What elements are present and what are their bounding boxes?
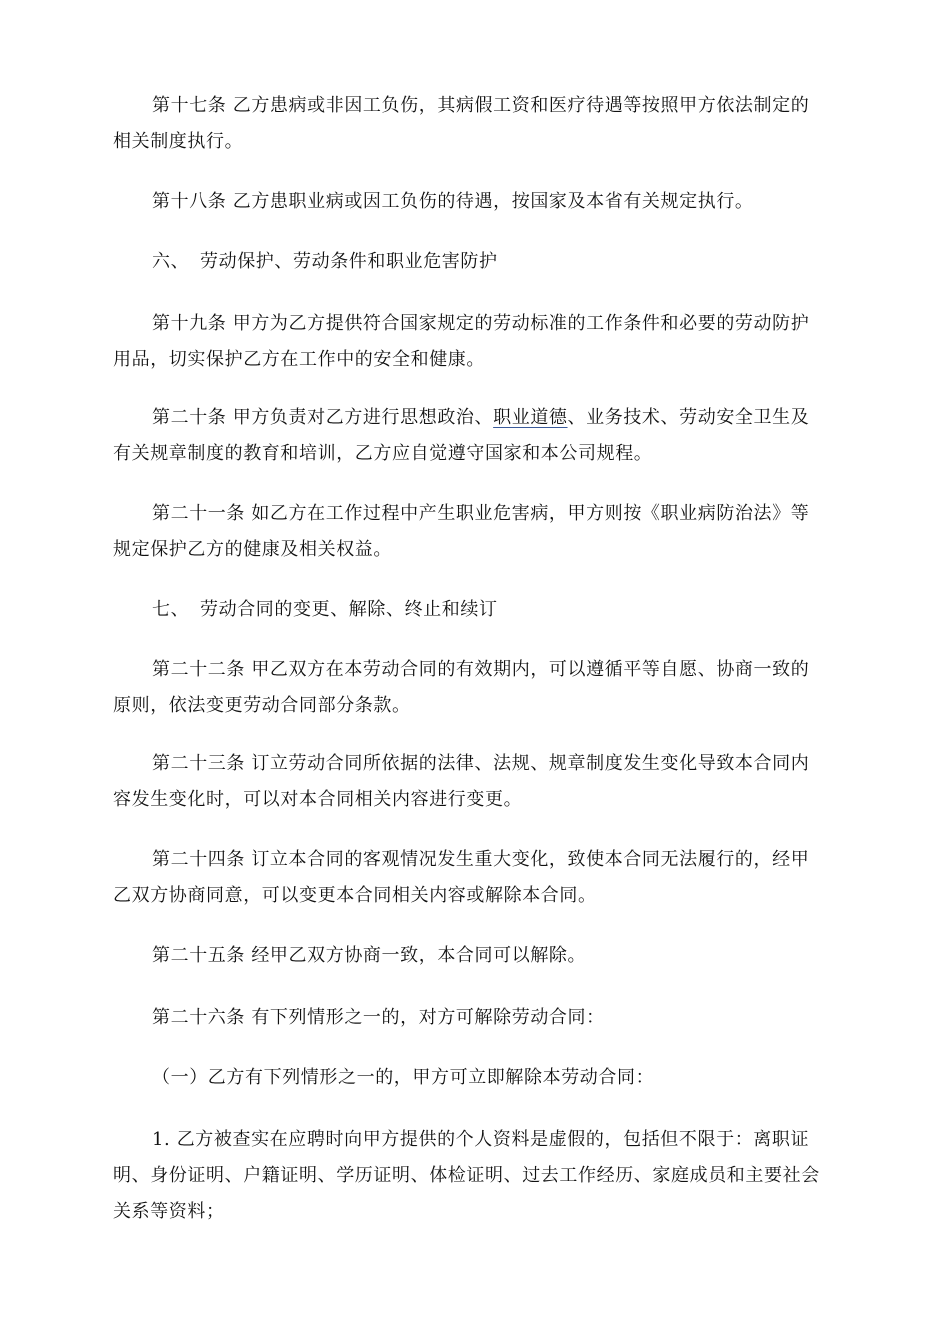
article-20-line-2: 有关规章制度的教育和培训，乙方应自觉遵守国家和本公司规程。 [113, 443, 653, 464]
article-24-line-2: 乙双方协商同意，可以变更本合同相关内容或解除本合同。 [113, 885, 597, 906]
item-1 [113, 1122, 837, 1230]
section-6-number: 六、 [152, 251, 190, 272]
article-21 [113, 496, 837, 568]
clause-1-line-1: （一）乙方有下列情形之一的，甲方可立即解除本劳动合同： [152, 1067, 655, 1088]
article-18-line-1: 第十八条 乙方患职业病或因工负伤的待遇，按国家及本省有关规定执行。 [152, 191, 754, 212]
article-24 [113, 842, 837, 914]
article-25-line-1: 第二十五条 经甲乙双方协商一致，本合同可以解除。 [152, 945, 587, 966]
article-22 [113, 652, 837, 724]
item-1-line-2: 明、身份证明、户籍证明、学历证明、体检证明、过去工作经历、家庭成员和主要社会 [113, 1165, 820, 1186]
item-1-line-3: 关系等资料； [113, 1201, 225, 1222]
article-26-line-1: 第二十六条 有下列情形之一的，对方可解除劳动合同： [152, 1007, 605, 1028]
article-17-line-2: 相关制度执行。 [113, 131, 244, 152]
article-25 [113, 938, 837, 974]
article-21-line-1: 第二十一条 如乙方在工作过程中产生职业危害病，甲方则按《职业病防治法》等 [152, 503, 810, 524]
article-23-line-2: 容发生变化时，可以对本合同相关内容进行变更。 [113, 789, 523, 810]
section-7-title: 劳动合同的变更、解除、终止和续订 [200, 599, 498, 620]
article-23 [113, 746, 837, 818]
article-17 [113, 88, 837, 160]
article-22-line-1: 第二十二条 甲乙双方在本劳动合同的有效期内，可以遵循平等自愿、协商一致的 [152, 659, 810, 680]
article-17-line-1: 第十七条 乙方患病或非因工负伤，其病假工资和医疗待遇等按照甲方依法制定的 [152, 95, 810, 116]
article-20-line-1-start: 第二十条 甲方负责对乙方进行思想政治、 [152, 407, 494, 428]
article-26 [113, 1000, 837, 1036]
article-21-line-2: 规定保护乙方的健康及相关权益。 [113, 539, 392, 560]
section-7-heading [152, 592, 498, 628]
article-19-line-2: 用品，切实保护乙方在工作中的安全和健康。 [113, 349, 485, 370]
article-20 [113, 400, 837, 472]
professional-ethics-link[interactable]: 职业道德 [493, 407, 568, 428]
section-6-title: 劳动保护、劳动条件和职业危害防护 [200, 251, 498, 272]
article-19 [113, 306, 837, 378]
article-24-line-1: 第二十四条 订立本合同的客观情况发生重大变化，致使本合同无法履行的，经甲 [152, 849, 810, 870]
article-22-line-2: 原则，依法变更劳动合同部分条款。 [113, 695, 411, 716]
item-1-line-1: 1. 乙方被查实在应聘时向甲方提供的个人资料是虚假的，包括但不限于：离职证 [152, 1129, 810, 1150]
section-6-heading [152, 244, 498, 280]
article-20-line-1 [113, 400, 837, 436]
article-18 [113, 184, 837, 220]
article-20-line-1-end: 、业务技术、劳动安全卫生及 [567, 407, 810, 428]
section-7-number: 七、 [152, 599, 190, 620]
article-19-line-1: 第十九条 甲方为乙方提供符合国家规定的劳动标准的工作条件和必要的劳动防护 [152, 313, 810, 334]
article-23-line-1: 第二十三条 订立劳动合同所依据的法律、法规、规章制度发生变化导致本合同内 [152, 753, 810, 774]
clause-1 [113, 1060, 837, 1096]
